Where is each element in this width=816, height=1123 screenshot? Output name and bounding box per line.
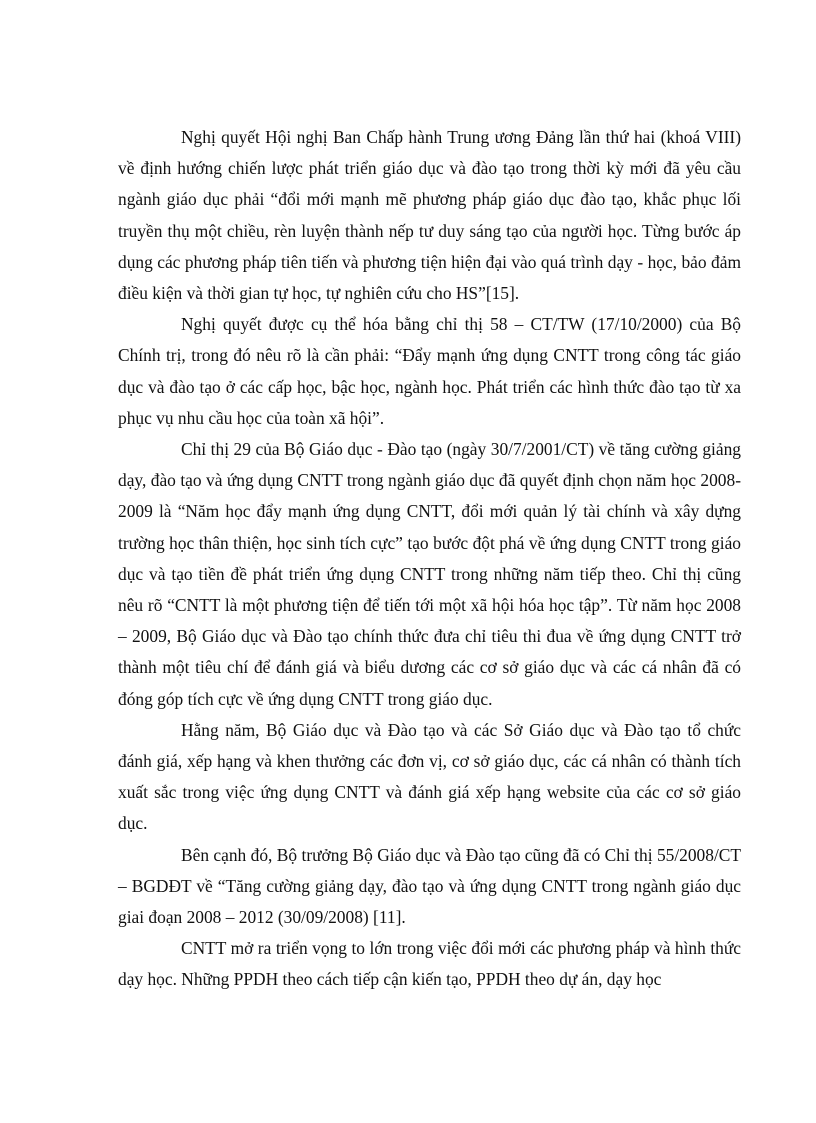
paragraph-6: CNTT mở ra triển vọng to lớn trong việc đổi mới các phương pháp và hình thức dạy học. Những PPDH theo cách tiếp cận kiến tạo, PPDH theo dự án, dạy học [118, 938, 741, 990]
document-body [118, 122, 741, 996]
paragraph-4: Hằng năm, Bộ Giáo dục và Đào tạo và các Sở Giáo dục và Đào tạo tổ chức đánh giá, xếp hạng và khen thưởng các đơn vị, cơ sở giáo dục, các cá nhân có thành tích xuất sắc trong việc ứng dụng CNTT và đánh giá xếp hạng website của các cơ sở giáo dục. [118, 719, 741, 834]
paragraph-3: Chỉ thị 29 của Bộ Giáo dục - Đào tạo (ngày 30/7/2001/CT) về tăng cường giảng dạy, đào tạo và ứng dụng CNTT trong ngành giáo dục đã quyết định chọn năm học 2008-2009 là “Năm học đẩy mạnh ứng dụng CNTT, đổi mới quản lý tài chính và xây dựng trường học thân thiện, học sinh tích cực” tạo bước đột phá về ứng dụng CNTT trong giáo dục và tạo tiền đề phát triển ứng dụng CNTT trong những năm tiếp theo. Chỉ thị cũng nêu rõ “CNTT là một phương tiện để tiến tới một xã hội hóa học tập”. Từ năm học 2008 – 2009, Bộ Giáo dục và Đào tạo chính thức đưa chỉ tiêu thi đua về ứng dụng CNTT trở thành một tiêu chí để đánh giá và biểu dương các cơ sở giáo dục và các cá nhân đã có đóng góp tích cực về ứng dụng CNTT trong giáo dục. [118, 439, 741, 709]
paragraph-5: Bên cạnh đó, Bộ trưởng Bộ Giáo dục và Đào tạo cũng đã có Chỉ thị 55/2008/CT – BGDĐT về “Tăng cường giảng dạy, đào tạo và ứng dụng CNTT trong ngành giáo dục giai đoạn 2008 – 2012 (30/09/2008) [11]. [118, 844, 741, 928]
paragraph-2: Nghị quyết được cụ thể hóa bằng chỉ thị 58 – CT/TW (17/10/2000) của Bộ Chính trị, trong đó nêu rõ là cần phải: “Đẩy mạnh ứng dụng CNTT trong công tác giáo dục và đào tạo ở các cấp học, bậc học, ngành học. Phát triển các hình thức đào tạo từ xa phục vụ nhu cầu học của toàn xã hội”. [118, 314, 741, 428]
paragraph-1: Nghị quyết Hội nghị Ban Chấp hành Trung ương Đảng lần thứ hai (khoá VIII) về định hướng chiến lược phát triển giáo dục và đào tạo trong thời kỳ mới đã yêu cầu ngành giáo dục phải “đổi mới mạnh mẽ phương pháp giáo dục đào tạo, khắc phục lối truyền thụ một chiều, rèn luyện thành nếp tư duy sáng tạo của người học. Từng bước áp dụng các phương pháp tiên tiến và phương tiện hiện đại vào quá trình dạy - học, bảo đảm điều kiện và thời gian tự học, tự nghiên cứu cho HS”[15]. [118, 127, 741, 304]
